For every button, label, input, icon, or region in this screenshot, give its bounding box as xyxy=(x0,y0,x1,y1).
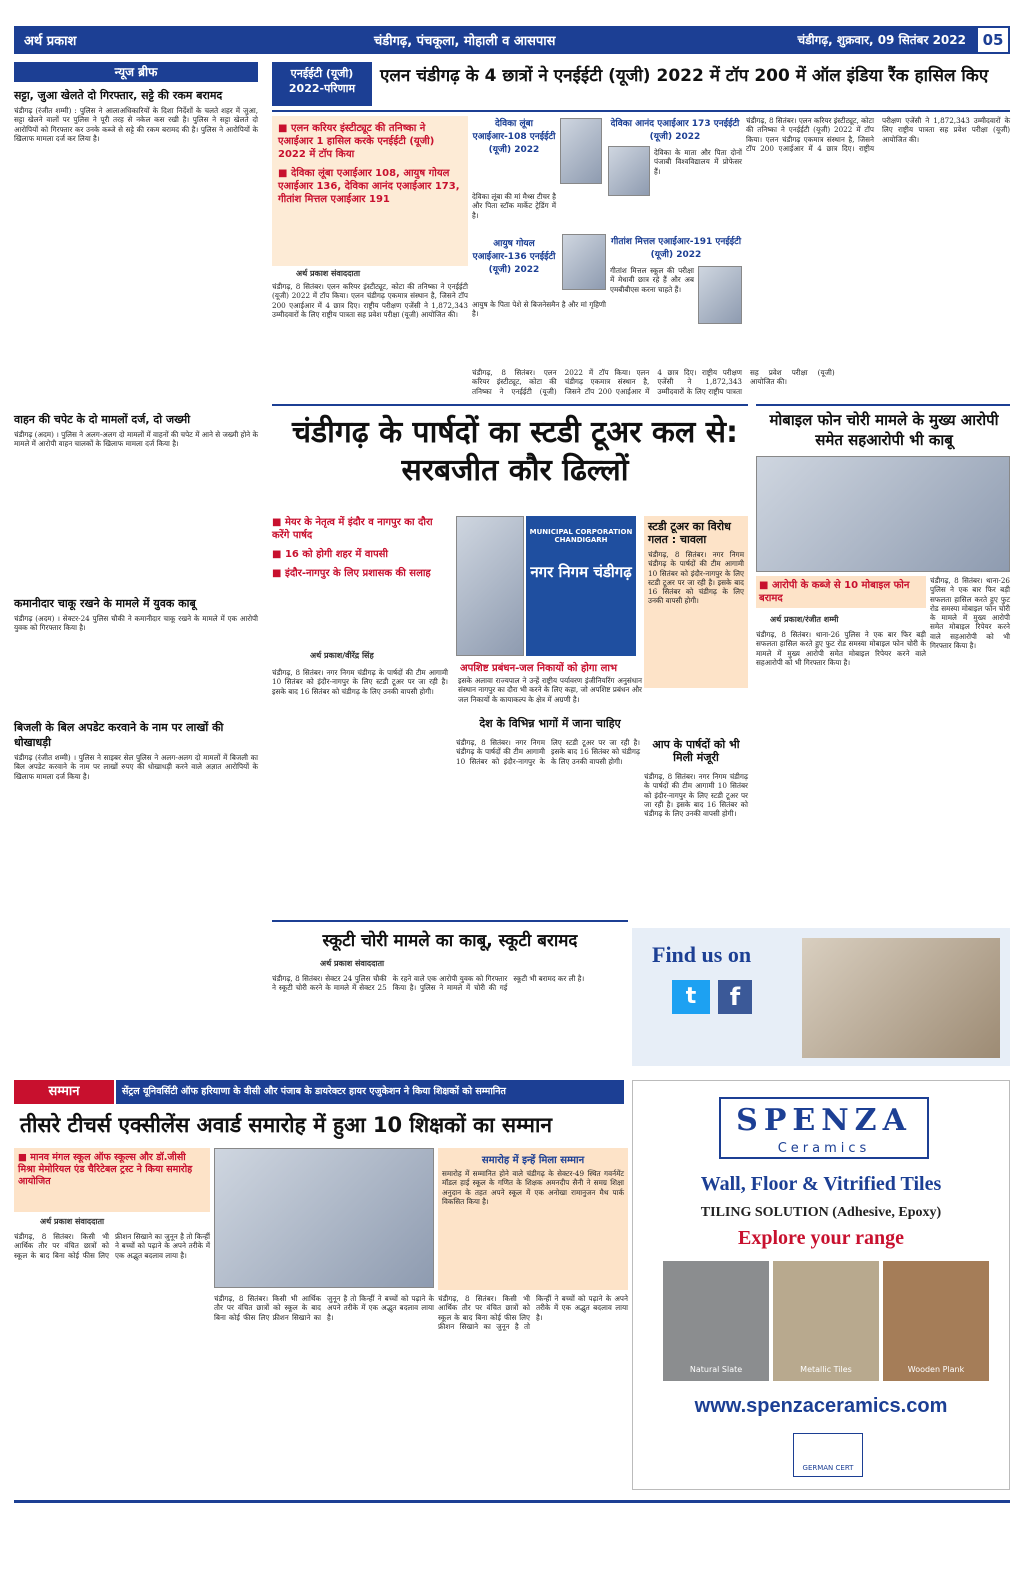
councillors-bullet-3: ■ इंदौर-नागपुर के लिए प्रशासक की सलाह xyxy=(272,567,448,580)
neet-tag-line1: एनईईटी (यूजी) xyxy=(290,67,354,80)
student-1-caption: देविका लूंबा की मां मैथ्स टीचर है और पिता स्टॉक मार्केट ट्रेडिंग में है। xyxy=(472,192,556,220)
tile-sample-3: Wooden Plank xyxy=(883,1261,989,1381)
page-header xyxy=(14,26,1010,54)
student-3-name: आयुष गोयल एआईआर-136 एनईईटी (यूजी) 2022 xyxy=(472,239,556,275)
honorees-body: समारोह में सम्मानित होने वाले चंडीगढ़ के सेक्टर-49 स्थित गवर्नमेंट मॉडल हाई स्कूल के गणित के शिक्षक अमनदीप सैनी ने समग्र शिक्षा अनुदान के तहत अपने स्कूल में एक अनोखा रामानुजन मैथ पार्क विकसित किया है। xyxy=(442,1169,624,1206)
facebook-icon[interactable]: f xyxy=(718,980,752,1014)
councillors-body-col3: चंडीगढ़, 8 सितंबर। नगर निगम चंडीगढ़ के पार्षदों की टीम आगामी 10 सितंबर को इंदौर-नागपुर के लिए स्टडी टूअर पर जा रही है। इसके बाद 16 सितंबर को चंडीगढ़ के लिए उनकी वापसी होगी। xyxy=(644,772,748,819)
mobile-byline: अर्थ प्रकाश/रंजीत शम्मी xyxy=(770,615,839,624)
spenza-ad[interactable] xyxy=(632,1080,1010,1490)
find-us-box xyxy=(632,928,1010,1066)
neet-students-grid xyxy=(472,116,742,366)
neet-body-bottom: चंडीगढ़, 8 सितंबर। एलन करियर इंस्टीट्यूट, कोटा की तनिष्का ने एनईईटी (यूजी) 2022 में टॉप किया। एलन चंडीगढ़ एकमात्र संस्थान है, जिसने टॉप 200 एआईआर में 4 छात्र दिए। राष्ट्रीय परीक्षण एजेंसी ने 1,872,343 उम्मीदवारों के लिए राष्ट्रीय पात्रता सह प्रवेश परीक्षा (यूजी) आयोजित की। xyxy=(472,368,835,396)
student-2-caption: देविका के माता और पिता दोनों पंजाबी विश्वविद्यालय में प्रोफेसर हैं। xyxy=(654,148,742,176)
councillors-body-col2: चंडीगढ़, 8 सितंबर। नगर निगम चंडीगढ़ के पार्षदों की टीम आगामी 10 सितंबर को इंदौर-नागपुर के लिए स्टडी टूअर पर जा रही है। इसके बाद 16 सितंबर को चंडीगढ़ के लिए उनकी वापसी होगी। xyxy=(456,738,640,766)
date-line: चंडीगढ़, शुक्रवार, 09 सितंबर 2022 xyxy=(797,33,966,47)
teachers-body-col3: चंडीगढ़, 8 सितंबर। किसी भी आर्थिक तौर पर वंचित छात्रों को स्कूल के बाद बिना कोई फीस लिए फ्रीशन सिखाने का जुनून है तो किन्हीं ने बच्चों को पढ़ाने के अपने तरीके में एक अद्भुत बदलाव लाया है। xyxy=(438,1294,628,1331)
section-title: चंडीगढ़, पंचकूला, मोहाली व आसपास xyxy=(374,34,556,49)
tile-sample-2: Metallic Tiles xyxy=(773,1261,879,1381)
brief-body-2: चंडीगढ़ (अदम) । पुलिस ने अलग-अलग दो मामलों में वाहनों की चपेट में आने से जख्मी होने के मामले में आरोपी वाहन चालकों के खिलाफ मामला दर्ज किया है। xyxy=(14,430,258,449)
councillors-byline: अर्थ प्रकाश/वीरेंद्र सिंह xyxy=(310,651,374,660)
brief-title-2: वाहन की चपेट के दो मामलों दर्ज, दो जख्मी xyxy=(14,413,191,426)
neet-bullet-1: ■ एलन करियर इंस्टीट्यूट की तनिष्का ने एआईआर 1 हासिल करके एनईईटी (यूजी) 2022 में टॉप किया xyxy=(278,122,462,161)
councillors-caption-title: अपशिष्ट प्रबंधन-जल निकायों को होगा लाभ xyxy=(460,663,617,674)
brief-title-1: सट्टा, जुआ खेलते दो गिरफ्तार, सट्टे की रकम बरामद xyxy=(14,89,223,102)
teachers-body-col1: चंडीगढ़, 8 सितंबर। किसी भी आर्थिक तौर पर वंचित छात्रों को स्कूल के बाद बिना कोई फीस लिए फ्रीशन सिखाने का जुनून है तो किन्हीं ने बच्चों को पढ़ाने के अपने तरीके में एक अद्भुत बदलाव लाया है। xyxy=(14,1232,210,1260)
neet-highlights xyxy=(272,116,468,266)
mobile-photo xyxy=(756,456,1010,572)
neet-body-continued: चंडीगढ़, 8 सितंबर। एलन करियर इंस्टीट्यूट, कोटा की तनिष्का ने एनईईटी (यूजी) 2022 में टॉप किया। एलन चंडीगढ़ एकमात्र संस्थान है, जिसने टॉप 200 एआईआर में 4 छात्र दिए। राष्ट्रीय परीक्षण एजेंसी ने 1,872,343 उम्मीदवारों के लिए राष्ट्रीय पात्रता सह प्रवेश परीक्षा (यूजी) आयोजित की। xyxy=(746,116,1010,153)
brief-title-3: कमानीदार चाकू रखने के मामले में युवक काबू xyxy=(14,597,196,610)
side-title: स्टडी टूअर का विरोध गलत : चावला xyxy=(648,520,731,546)
spenza-sub: Ceramics xyxy=(777,1141,871,1156)
side-title-2: आप के पार्षदों को भी मिली मंजूरी xyxy=(652,738,740,764)
student-4-caption: गीतांश मित्तल स्कूल की परीक्षा में मेधावी छात्र रहे हैं और अब एमबीबीएस करना चाहते हैं। xyxy=(610,266,694,294)
councillors-caption-body: इसके अलावा राज्यपाल ने उन्हें राष्ट्रीय पर्यावरण इंजीनियरिंग अनुसंधान संस्थान नागपुर का दौरा भी करने के लिए कहा, जो अपशिष्ट प्रबंधन और जल निकायों के कायाकल्प के क्षेत्र में अग्रणी है। xyxy=(458,676,642,704)
brief-title-4: बिजली के बिल अपडेट करवाने के नाम पर लाखों की धोखाधड़ी xyxy=(14,721,224,749)
neet-tag-line2: 2022-परिणाम xyxy=(288,82,356,95)
mc-sign-hi: नगर निगम चंडीगढ़ xyxy=(530,563,632,581)
neet-bullet-2: ■ देविका लूंबा एआईआर 108, आयुष गोयल एआईआर 136, देविका आनंद एआईआर 173, गीतांश मित्तल एआईआर 191 xyxy=(278,167,462,206)
mc-signboard xyxy=(526,516,636,656)
mobile-body-col2: चंडीगढ़, 8 सितंबर। थाना-26 पुलिस ने एक बार फिर बड़ी सफलता हासिल करते हुए फुट रोड समस्या मोबाइल फोन चोरी के मामले में मुख्य आरोपी समेत मोबाइल रिपेयर करने वाले सहआरोपी को भी गिरफ्तार किया है। xyxy=(930,576,1010,651)
teachers-bullet-box xyxy=(14,1148,210,1212)
spenza-logo xyxy=(719,1097,929,1159)
brief-body-4: चंडीगढ़ (रंजीत शम्मी) । पुलिस ने साइबर सेल पुलिस ने अलग-अलग दो मामलों में बिजली का बिल अपडेट करवाने के नाम पर लाखों रुपए की धोखाधड़ी करने वाले अज्ञात आरोपियों के खिलाफ मामला दर्ज किया है। xyxy=(14,753,258,781)
page-number: 05 xyxy=(976,26,1010,54)
teachers-honorees-box xyxy=(438,1148,628,1290)
councillors-subhead: देश के विभिन्न भागों में जाना चाहिए xyxy=(479,717,621,730)
tile-sample-1: Natural Slate xyxy=(663,1261,769,1381)
student-2-name: देविका आनंद एआईआर 173 एनईईटी (यूजी) 2022 xyxy=(610,119,740,142)
find-us-graphic xyxy=(802,938,1000,1058)
student-4-name: गीतांश मित्तल एआईआर-191 एनईईटी (यूजी) 2022 xyxy=(610,237,742,260)
councillors-sidebox xyxy=(644,516,748,688)
councillors-rule xyxy=(272,404,748,406)
teachers-headline: तीसरे टीचर्स एक्सीलेंस अवार्ड समारोह में हुआ 10 शिक्षकों का सम्मान xyxy=(20,1113,553,1137)
mobile-bullet-box xyxy=(756,576,926,608)
neet-rule xyxy=(272,110,1010,112)
brief-body-3: चंडीगढ़ (अदम) । सेक्टर-24 पुलिस चौकी ने कमानीदार चाकू रखने के मामले में एक आरोपी युवक को गिरफ्तार किया है। xyxy=(14,614,258,633)
brief-body-1: चंडीगढ़ (रंजीत शम्मी) : पुलिस ने आलाअधिकारियों के दिशा निर्देशों के चलते शहर में जुआ, सट्टा खेलने वालों पर पुलिस ने पूरी तरह से नकेल कस रखी है। पुलिस ने सट्टा खेलते दो आरोपियों को गिरफ्तार कर उनके कब्जे से सट्टे की रकम बरामद की है। पुलिस ने आरोपियों के खिलाफ मामला दर्ज कर लिया है। xyxy=(14,106,258,143)
scooty-byline: अर्थ प्रकाश संवाददाता xyxy=(320,959,385,968)
mc-sign-en: MUNICIPAL CORPORATION CHANDIGARH xyxy=(529,528,633,544)
teachers-byline: अर्थ प्रकाश संवाददाता xyxy=(40,1217,105,1226)
student-1-name: देविका लूंबा एआईआर-108 एनईईटी (यूजी) 2022 xyxy=(472,119,556,155)
mobile-body-col1: चंडीगढ़, 8 सितंबर। थाना-26 पुलिस ने एक बार फिर बड़ी सफलता हासिल करते हुए फुट रोड समस्या मोबाइल फोन चोरी के मामले में मुख्य आरोपी समेत मोबाइल रिपेयर करने वाले सहआरोपी को भी गिरफ्तार किया है। xyxy=(756,630,926,667)
councillor-portrait xyxy=(456,516,524,656)
councillors-bullet-2: ■ 16 को होगी शहर में वापसी xyxy=(272,548,448,561)
german-cert-badge: GERMAN CERT xyxy=(793,1433,863,1477)
student-2-photo xyxy=(608,146,650,196)
footer-rule xyxy=(14,1500,1010,1503)
mobile-headline: मोबाइल फोन चोरी मामले के मुख्य आरोपी समेत सहआरोपी भी काबू xyxy=(769,411,999,449)
paper-name: अर्थ प्रकाश xyxy=(24,34,77,49)
spenza-brand: SPENZA xyxy=(736,1103,912,1138)
student-3-photo xyxy=(562,234,606,290)
neet-headline: एलन चंडीगढ़ के 4 छात्रों ने एनईईटी (यूजी) 2022 में टॉप 200 में ऑल इंडिया रैंक हासिल किए xyxy=(380,66,989,86)
councillors-bullet-1: ■ मेयर के नेतृत्व में इंदौर व नागपुर का दौरा करेंगे पार्षद xyxy=(272,516,448,542)
mobile-rule xyxy=(756,404,1010,406)
neet-byline: अर्थ प्रकाश संवाददाता xyxy=(296,269,361,278)
mobile-bullet: ■ आरोपी के कब्जे से 10 मोबाइल फोन बरामद xyxy=(759,579,923,605)
spenza-line1: Wall, Floor & Vitrified Tiles xyxy=(700,1173,942,1195)
neet-tag xyxy=(272,62,372,106)
teachers-photo xyxy=(214,1148,434,1288)
teachers-tag: सम्मान xyxy=(14,1080,114,1104)
spenza-line3: Explore your range xyxy=(738,1227,904,1249)
teachers-bullet: ■ मानव मंगल स्कूल ऑफ स्कूल्स और डॉ.जीसी मिश्रा मेमोरियल एंड चैरिटेबल ट्रस्ट ने किया समारोह आयोजित xyxy=(18,1152,206,1188)
scooty-body: चंडीगढ़, 8 सितंबर। सेक्टर 24 पुलिस चौकी ने स्कूटी चोरी करने के मामले में सेक्टर 25 के रहने वाले एक आरोपी युवक को गिरफ्तार किया है। पुलिस ने मामले में चोरी की गई स्कूटी भी बरामद कर ली है। xyxy=(272,974,585,993)
teachers-tagline: सेंट्रल यूनिवर्सिटी ऑफ हरियाणा के वीसी और पंजाब के डायरेक्टर हायर एजुकेशन ने किया शिक्षकों को सम्मानित xyxy=(116,1080,624,1104)
honorees-title: समारोह में इन्हें मिला सम्मान xyxy=(481,1155,585,1166)
twitter-icon[interactable]: t xyxy=(672,980,710,1014)
councillors-body-col1: चंडीगढ़, 8 सितंबर। नगर निगम चंडीगढ़ के पार्षदों की टीम आगामी 10 सितंबर को इंदौर-नागपुर के लिए स्टडी टूअर पर जा रही है। इसके बाद 16 सितंबर को चंडीगढ़ के लिए उनकी वापसी होगी। xyxy=(272,668,448,696)
neet-body: चंडीगढ़, 8 सितंबर। एलन करियर इंस्टीट्यूट, कोटा की तनिष्का ने एनईईटी (यूजी) 2022 में टॉप किया। एलन चंडीगढ़ एकमात्र संस्थान है, जिसने टॉप 200 एआईआर में 4 छात्र दिए। राष्ट्रीय परीक्षण एजेंसी ने 1,872,343 उम्मीदवारों के लिए राष्ट्रीय पात्रता सह प्रवेश परीक्षा (यूजी) आयोजित की। xyxy=(272,282,468,319)
news-brief-column xyxy=(14,62,258,1072)
teachers-body-col2: चंडीगढ़, 8 सितंबर। किसी भी आर्थिक तौर पर वंचित छात्रों को स्कूल के बाद बिना कोई फीस लिए फ्रीशन सिखाने का जुनून है तो किन्हीं ने बच्चों को पढ़ाने के अपने तरीके में एक अद्भुत बदलाव लाया है। xyxy=(214,1294,434,1322)
student-4-photo xyxy=(698,266,742,324)
student-3-caption: आयुष के पिता पेशे से बिजनेसमैन है और मां गृहिणी है। xyxy=(472,300,606,319)
student-1-photo xyxy=(560,118,602,184)
councillors-bullets xyxy=(272,516,448,580)
spenza-url[interactable]: www.spenzaceramics.com xyxy=(694,1395,948,1417)
scooty-headline: स्कूटी चोरी मामले का काबू, स्कूटी बरामद xyxy=(322,931,578,951)
find-us-title: Find us on xyxy=(652,942,752,967)
scooty-rule xyxy=(272,920,628,922)
side-body: चंडीगढ़, 8 सितंबर। नगर निगम चंडीगढ़ के पार्षदों की टीम आगामी 10 सितंबर को इंदौर-नागपुर के लिए स्टडी टूअर पर जा रही है। इसके बाद 16 सितंबर को चंडीगढ़ के लिए उनकी वापसी होगी। xyxy=(648,550,744,606)
spenza-line2: TILING SOLUTION (Adhesive, Epoxy) xyxy=(700,1205,942,1220)
councillors-headline: चंडीगढ़ के पार्षदों का स्टडी टूअर कल से: सरबजीत कौर ढिल्लों xyxy=(291,415,739,488)
news-brief-tag: न्यूज ब्रीफ xyxy=(14,62,258,82)
